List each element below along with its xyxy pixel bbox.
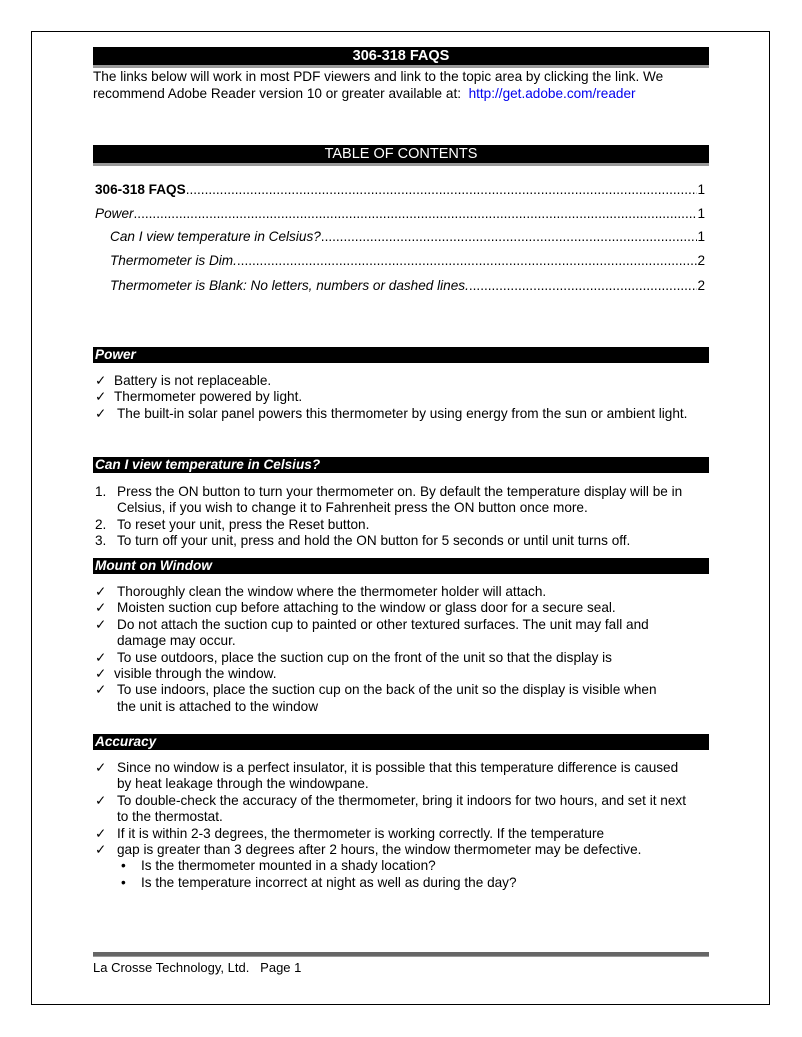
toc-title: TABLE OF CONTENTS [93,145,709,166]
toc-label: Thermometer is Blank: No letters, numbers or dashed lines. [110,278,469,293]
checkmark-icon: ✓ [95,649,107,665]
checkmark-icon: ✓ [95,792,107,808]
item-text: Thoroughly clean the window where the thermometer holder will attach. [117,584,547,599]
checkmark-icon: ✓ [95,584,107,599]
item-text: Moisten suction cup before attaching to the window or glass door for a secure seal. [117,600,616,616]
item-text: Press the ON button to turn your thermometer on. By default the temperature display will be in Celsius, if you wish to change it to Fahrenheit press the ON button once more. [117,484,683,516]
checkmark-icon: ✓ [95,666,107,682]
item-text: To reset your unit, press the Reset button. [117,516,370,532]
toc-entry[interactable] [95,181,705,198]
toc-entry[interactable] [110,277,705,294]
toc-leader [469,277,698,294]
item-text: Thermometer powered by light. [114,389,303,405]
number-marker: 3. [95,533,107,549]
footer-text: La Crosse Technology, Ltd. Page 1 [93,960,302,975]
mount-list [93,584,663,715]
checkmark-icon: ✓ [95,842,107,858]
checkmark-icon: ✓ [95,405,107,421]
item-text: To double-check the accuracy of the thermometer, bring it indoors for two hours, and set it next to the thermostat. [117,792,686,825]
accuracy-list [93,760,693,891]
intro-paragraph [93,68,709,102]
toc-leader [134,205,698,222]
toc-entry[interactable] [110,228,705,245]
bullet-icon: • [121,858,126,874]
list-item [93,826,693,842]
section-header-power: Power [93,347,709,363]
checkmark-icon: ✓ [95,825,107,841]
item-text: The built-in solar panel powers this thermometer by using energy from the sun or ambient light. [117,405,688,421]
list-item [93,600,663,616]
sub-list-item [93,875,693,891]
item-text: Is the thermometer mounted in a shady location? [141,858,436,874]
bullet-icon: • [121,874,126,890]
item-text: gap is greater than 3 degrees after 2 hours, the window thermometer may be defective. [117,842,642,858]
power-list [93,373,709,422]
item-text: Is the temperature incorrect at night as well as during the day? [141,874,517,890]
page-title: 306-318 FAQS [93,47,709,68]
list-item [93,842,693,858]
list-item [93,793,693,826]
list-item [93,517,709,533]
footer-divider [93,952,709,957]
item-text: Do not attach the suction cup to painted or other textured surfaces. The unit may fall and damage may occur. [117,616,649,649]
toc-entry[interactable] [110,252,705,269]
list-item [93,373,709,389]
toc-page: 2 [697,278,705,293]
item-text: To use outdoors, place the suction cup on the front of the unit so that the display is [117,649,612,665]
checkmark-icon: ✓ [95,389,107,405]
item-text: Since no window is a perfect insulator, it is possible that this temperature difference is caused by heat leakage through the windowpane. [117,760,679,792]
toc-label: Can I view temperature in Celsius? [110,229,321,244]
checkmark-icon: ✓ [95,682,107,698]
list-item [93,682,663,715]
section-header-celsius: Can I view temperature in Celsius? [93,457,709,473]
list-item [93,533,709,549]
item-text: visible through the window. [114,666,277,682]
adobe-reader-link[interactable]: http://get.adobe.com/reader [468,86,636,101]
item-text: If it is within 2-3 degrees, the thermometer is working correctly. If the temperature [117,825,605,841]
intro-text: The links below will work in most PDF viewers and link to the topic area by clicking the link. We recommend Adobe Reader version 10 or greater available at: [93,69,664,101]
celsius-list [93,484,709,550]
toc-page: 1 [697,182,705,197]
toc-page: 1 [697,206,705,221]
checkmark-icon: ✓ [95,373,107,388]
list-item [93,760,693,793]
number-marker: 1. [95,484,107,499]
checkmark-icon: ✓ [95,616,107,632]
checkmark-icon: ✓ [95,600,107,616]
toc-leader [186,181,698,198]
toc-label: Power [95,206,134,221]
list-item [93,584,663,600]
list-item [93,617,663,650]
list-item [93,406,709,422]
section-header-accuracy: Accuracy [93,734,709,750]
number-marker: 2. [95,516,107,532]
list-item [93,650,663,666]
checkmark-icon: ✓ [95,760,107,775]
toc-leader [237,252,698,269]
item-text: To use indoors, place the suction cup on the back of the unit so the display is visible when the unit is attached to the window [117,682,657,714]
toc-entry[interactable] [95,205,705,222]
toc-label: Thermometer is Dim. [110,253,237,268]
list-item [93,666,663,682]
item-text: Battery is not replaceable. [114,373,272,388]
section-header-mount: Mount on Window [93,558,709,574]
toc-page: 1 [697,229,705,244]
sub-list-item [93,858,693,874]
toc-label: 306-318 FAQS [95,182,186,197]
toc-leader [321,228,698,245]
list-item [93,484,709,517]
list-item [93,389,709,405]
item-text: To turn off your unit, press and hold the ON button for 5 seconds or until unit turns off. [117,533,631,549]
toc-page: 2 [697,253,705,268]
